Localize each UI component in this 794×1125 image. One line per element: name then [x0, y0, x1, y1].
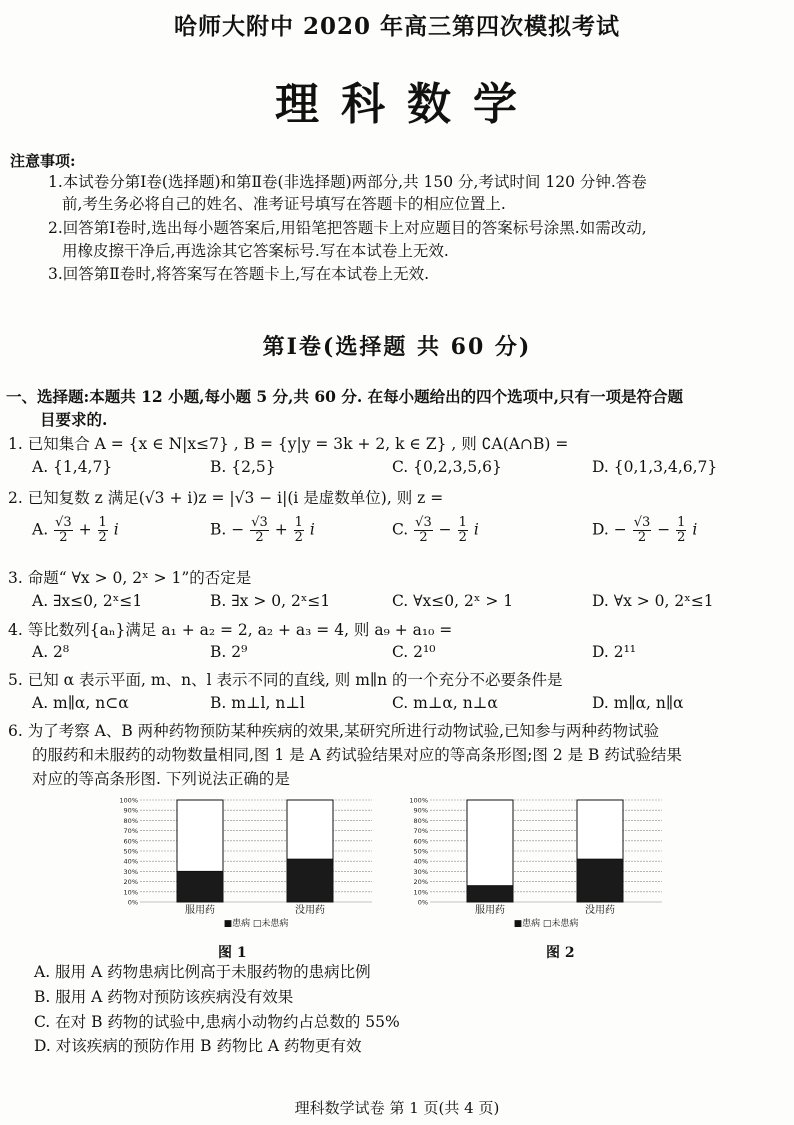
- q6-option-b: B. 服用 A 药物对预防该疾病没有效果: [34, 988, 294, 1006]
- q5-option-c: C. m⊥α, n⊥α: [392, 694, 498, 712]
- q1-option-d: D. {0,1,3,4,6,7}: [592, 458, 718, 476]
- q6-option-c: C. 在对 B 药物的试验中,患病小动物约占总数的 55%: [34, 1013, 400, 1031]
- notice-heading: 注意事项:: [10, 152, 76, 170]
- figure-1-caption: 图 1: [218, 945, 247, 961]
- q2-option-d: D. − $\frac{√3}{2}$ − $\frac{1}{2}$ i: [592, 515, 698, 545]
- bar-healthy-treated: [467, 800, 513, 886]
- q6-stem-line-1: 6. 为了考察 A、B 两种药物预防某种疾病的效果,某研究所进行动物试验,已知参与两种药物试验: [8, 722, 660, 740]
- y-tick-label: 100%: [409, 796, 428, 805]
- q2-option-b: B. − $\frac{√3}{2}$ + $\frac{1}{2}$ i: [210, 515, 315, 545]
- x-category-label: 服用药: [185, 905, 215, 916]
- subject-title: 理科数学: [275, 79, 539, 130]
- y-tick-label: 0%: [417, 898, 428, 907]
- y-tick-label: 0%: [127, 898, 138, 907]
- section-title: 第Ⅰ卷(选择题 共 60 分): [262, 334, 532, 360]
- y-tick-label: 60%: [123, 837, 138, 846]
- q5-option-d: D. m∥α, n∥α: [592, 694, 684, 712]
- y-tick-label: 40%: [123, 857, 138, 866]
- bar-ill-untreated: [577, 859, 623, 902]
- q3-option-d: D. ∀x > 0, 2ˣ≤1: [592, 592, 714, 610]
- notice-item-2-line-1: 2.回答第Ⅰ卷时,选出每小题答案后,用铅笔把答题卡上对应题目的答案标号涂黑.如需改动,: [48, 219, 647, 237]
- y-tick-label: 70%: [413, 827, 428, 836]
- chart-legend: ■患病 □未患病: [223, 919, 289, 929]
- y-tick-label: 10%: [413, 888, 428, 897]
- y-tick-label: 20%: [413, 878, 428, 887]
- chart-figure-1: [110, 792, 380, 932]
- y-tick-label: 60%: [413, 837, 428, 846]
- bar-ill-untreated: [287, 859, 333, 902]
- chart-legend: ■患病 □未患病: [513, 919, 579, 929]
- bar-ill-treated: [467, 886, 513, 902]
- q4-option-d: D. 2¹¹: [592, 643, 637, 661]
- figure-2-caption: 图 2: [546, 945, 575, 961]
- q2-option-c: C. $\frac{√3}{2}$ − $\frac{1}{2}$ i: [392, 515, 479, 545]
- y-tick-label: 90%: [123, 806, 138, 815]
- q1-option-a: A. {1,4,7}: [32, 458, 113, 476]
- bar-healthy-treated: [177, 800, 223, 871]
- exam-title: 哈师大附中 2020 年高三第四次模拟考试: [173, 13, 621, 40]
- q4-stem: 4. 等比数列{aₙ}满足 a₁ + a₂ = 2, a₂ + a₃ = 4, 则 a₉ + a₁₀ =: [8, 621, 453, 639]
- q6-option-a: A. 服用 A 药物患病比例高于未服药物的患病比例: [34, 963, 371, 981]
- q1-option-b: B. {2,5}: [210, 458, 276, 476]
- q2-option-a: A. $\frac{√3}{2}$ + $\frac{1}{2}$ i: [32, 515, 119, 545]
- y-tick-label: 100%: [119, 796, 138, 805]
- chart-figure-2: [400, 792, 670, 932]
- page-footer: 理科数学试卷 第 1 页(共 4 页): [294, 1099, 500, 1117]
- x-category-label: 服用药: [475, 905, 505, 916]
- notice-item-1-line-1: 1.本试卷分第Ⅰ卷(选择题)和第Ⅱ卷(非选择题)两部分,共 150 分,考试时间 120 分钟.答卷: [48, 173, 647, 191]
- q5-option-a: A. m∥α, n⊂α: [32, 694, 129, 712]
- y-tick-label: 40%: [413, 857, 428, 866]
- q6-option-d: D. 对该疾病的预防作用 B 药物比 A 药物更有效: [34, 1037, 362, 1055]
- q3-option-c: C. ∀x≤0, 2ˣ > 1: [392, 592, 514, 610]
- bar-healthy-untreated: [577, 800, 623, 859]
- y-tick-label: 20%: [123, 878, 138, 887]
- y-tick-label: 30%: [413, 867, 428, 876]
- q4-option-a: A. 2⁸: [32, 643, 70, 661]
- instructions-line-2: 目要求的.: [40, 410, 108, 429]
- y-tick-label: 90%: [413, 806, 428, 815]
- q1-option-c: C. {0,2,3,5,6}: [392, 458, 502, 476]
- q3-option-a: A. ∃x≤0, 2ˣ≤1: [32, 592, 143, 610]
- q2-stem: 2. 已知复数 z 满足(√3 + i)z = |√3 − i|(i 是虚数单位), 则 z =: [8, 489, 444, 507]
- q3-option-b: B. ∃x > 0, 2ˣ≤1: [210, 592, 331, 610]
- q4-option-c: C. 2¹⁰: [392, 643, 436, 661]
- q5-stem: 5. 已知 α 表示平面, m、n、l 表示不同的直线, 则 m∥n 的一个充分不必要条件是: [8, 671, 563, 689]
- q6-stem-line-3: 对应的等高条形图. 下列说法正确的是: [32, 770, 290, 788]
- q4-option-b: B. 2⁹: [210, 643, 248, 661]
- y-tick-label: 50%: [123, 847, 138, 856]
- notice-item-3: 3.回答第Ⅱ卷时,将答案写在答题卡上,写在本试卷上无效.: [48, 265, 430, 283]
- x-category-label: 没用药: [585, 905, 615, 916]
- q6-stem-line-2: 的服药和未服药的动物数量相同,图 1 是 A 药试验结果对应的等高条形图;图 2 是 B 药试验结果: [32, 746, 682, 764]
- notice-item-2-line-2: 用橡皮擦干净后,再选涂其它答案标号.写在本试卷上无效.: [62, 242, 449, 260]
- x-category-label: 没用药: [295, 905, 325, 916]
- instructions-line-1: 一、选择题:本题共 12 小题,每小题 5 分,共 60 分. 在每小题给出的四个选项中,只有一项是符合题: [6, 387, 684, 406]
- y-tick-label: 50%: [413, 847, 428, 856]
- q5-option-b: B. m⊥l, n⊥l: [210, 694, 305, 712]
- q1-stem: 1. 已知集合 A = {x ∈ N|x≤7} , B = {y|y = 3k + 2, k ∈ Z} , 则 ∁A(A∩B) =: [8, 435, 569, 453]
- q3-stem: 3. 命题“ ∀x > 0, 2ˣ > 1”的否定是: [8, 569, 252, 587]
- y-tick-label: 70%: [123, 827, 138, 836]
- bar-healthy-untreated: [287, 800, 333, 859]
- y-tick-label: 80%: [413, 816, 428, 825]
- notice-item-1-line-2: 前,考生务必将自己的姓名、准考证号填写在答题卡的相应位置上.: [62, 195, 506, 213]
- y-tick-label: 30%: [123, 867, 138, 876]
- y-tick-label: 10%: [123, 888, 138, 897]
- bar-ill-treated: [177, 871, 223, 902]
- y-tick-label: 80%: [123, 816, 138, 825]
